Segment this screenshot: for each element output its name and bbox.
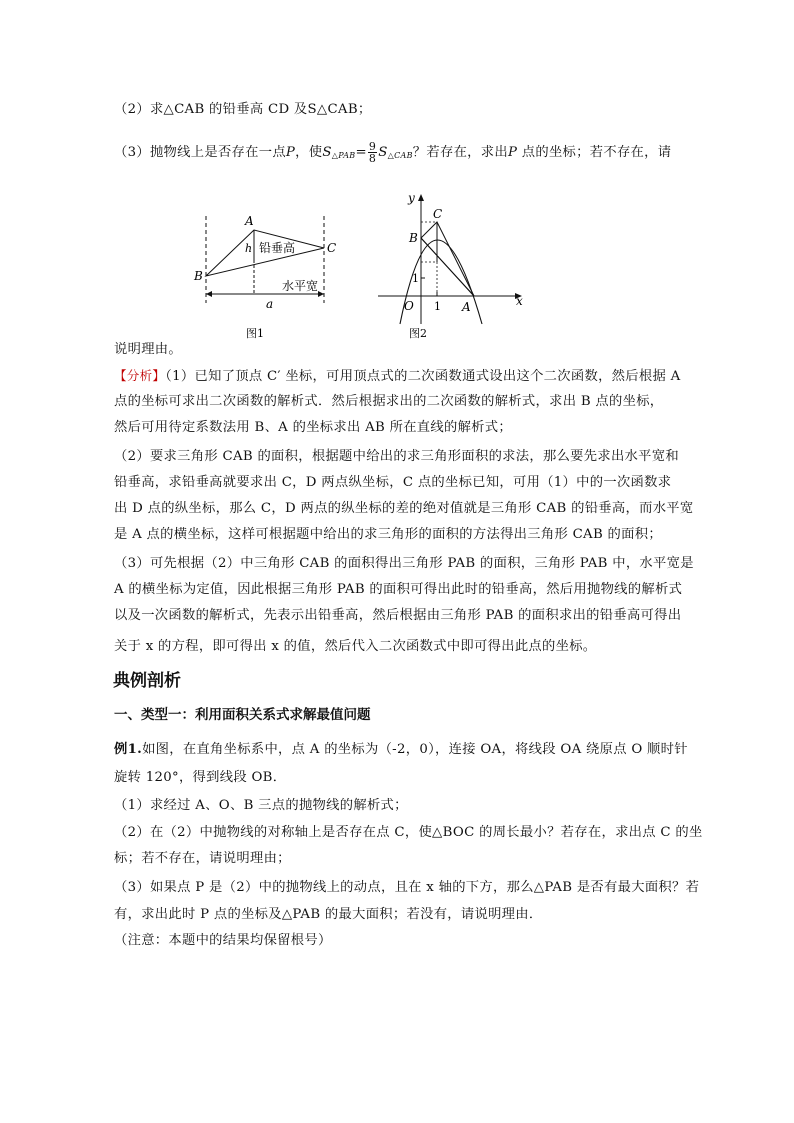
fig2-label-o: O	[404, 299, 414, 313]
example-line-8: （注意：本题中的结果均保留根号）	[114, 933, 332, 948]
fig1-label-b-point: B	[194, 269, 203, 283]
analysis-line-3: 然后可用待定系数法用 B、A 的坐标求出 AB 所在直线的解析式；	[114, 420, 512, 435]
fig1-label-a: a	[266, 297, 274, 311]
fig1-label-h: h	[245, 242, 253, 255]
analysis-tag: 【分析】	[114, 368, 166, 383]
q3-sub-cab: △CAB	[387, 151, 413, 160]
example-line-6: （3）如果点 P 是（2）中的抛物线上的动点，且在 x 轴的下方，那么△PAB 是否有最大面积？若	[114, 880, 700, 895]
fig2-label-c: C	[433, 207, 443, 221]
analysis-line-4: （2）要求三角形 CAB 的面积，根据题中给出的求三角形面积的求法，那么要先求出水平宽和	[114, 449, 679, 464]
fig1-label-a-point: A	[245, 214, 254, 228]
fig1-label-c-point: C	[327, 241, 337, 255]
q3-mid: ，使	[295, 145, 323, 160]
example-line-5: 标；若不存在，请说明理由；	[114, 851, 291, 866]
fig2-label-1y: 1	[412, 272, 419, 285]
fig2-label-a: A	[462, 300, 471, 314]
q3-frac-num: 9	[368, 140, 377, 153]
q3-pre: （3）抛物线上是否存在一点	[114, 145, 286, 160]
example-line-1	[114, 739, 688, 761]
analysis-line-9: A 的横坐标为定值，因此根据三角形 PAB 的面积可得出此时的铅垂高，然后用抛物线的解析式	[114, 582, 683, 597]
example-line-4: （2）在（2）中抛物线的对称轴上是否存在点 C，使△BOC 的周长最小？若存在，求出点 C 的坐	[114, 825, 703, 840]
q3-fraction	[368, 141, 377, 164]
figure-2	[370, 186, 530, 344]
analysis-line-6: 出 D 点的纵坐标，那么 C，D 两点的纵坐标的差的绝对值就是三角形 CAB 的铅垂高，而水平宽	[114, 501, 694, 516]
analysis-line-7: 是 A 点的横坐标，这样可根据题中给出的求三角形的面积的方法得出三角形 CAB 的面积；	[114, 527, 662, 542]
reason-line: 说明理由。	[114, 342, 182, 357]
analysis-line-10: 以及一次函数的解析式，先表示出铅垂高，然后根据由三角形 PAB 的面积求出的铅垂高可得出	[114, 608, 682, 623]
q3-p2: P	[507, 145, 518, 160]
fig1-caption: 图1	[246, 327, 264, 340]
fig2-label-y: y	[408, 191, 415, 205]
q3-frac-den: 8	[368, 152, 377, 165]
example-line-3: （1）求经过 A、O、B 三点的抛物线的解析式；	[114, 798, 408, 813]
fig1-label-width: 水平宽	[282, 279, 319, 293]
q3-post2: 点的坐标；若不存在，请	[517, 145, 672, 160]
analysis-line-2: 点的坐标可求出二次函数的解析式．然后根据求出的二次函数的解析式，求出 B 点的坐标，	[114, 394, 664, 409]
figure-1	[190, 208, 340, 343]
example-l1: 如图，在直角坐标系中，点 A 的坐标为（-2，0），连接 OA，将线段 OA 绕原点 O 顺时针	[142, 742, 688, 757]
analysis-line-1	[114, 365, 680, 388]
section-title: 典例剖析	[113, 671, 181, 691]
type-title: 一、类型一：利用面积关系式求解最值问题	[114, 707, 371, 723]
q3-sub-pab: △PAB	[331, 151, 356, 160]
q3-post: ？若存在，求出	[412, 145, 508, 160]
analysis-line-11: 关于 x 的方程，即可得出 x 的值，然后代入二次函数式中即可得出此点的坐标。	[114, 639, 597, 654]
fig2-caption: 图2	[409, 327, 427, 340]
question-2: （2）求△CAB 的铅垂高 CD 及S△CAB；	[114, 102, 372, 117]
fig2-label-1x: 1	[434, 300, 441, 313]
q3-eq: =	[355, 145, 367, 160]
example-line-7: 有，求出此时 P 点的坐标及△PAB 的最大面积；若没有，请说明理由．	[114, 907, 543, 922]
fig1-label-height: 铅垂高	[259, 241, 296, 255]
example-label: 例1.	[114, 742, 143, 757]
q3-p: P	[285, 145, 296, 160]
analysis-l1: （1）已知了顶点 C′ 坐标，可用顶点式的二次函数通式设出这个二次函数，然后根据 A	[165, 369, 681, 384]
analysis-line-5: 铅垂高，求铅垂高就要求出 C，D 两点纵坐标，C 点的坐标已知，可用（1）中的一次函数求	[114, 475, 672, 490]
q3-s: S	[322, 145, 332, 160]
question-3	[114, 141, 671, 167]
fig2-label-x: x	[516, 294, 523, 308]
example-line-2: 旋转 120°，得到线段 OB．	[114, 770, 287, 785]
q3-s2: S	[378, 145, 388, 160]
analysis-line-8: （3）可先根据（2）中三角形 CAB 的面积得出三角形 PAB 的面积，三角形 PAB 中，水平宽是	[114, 556, 694, 571]
fig2-label-b: B	[409, 231, 418, 245]
